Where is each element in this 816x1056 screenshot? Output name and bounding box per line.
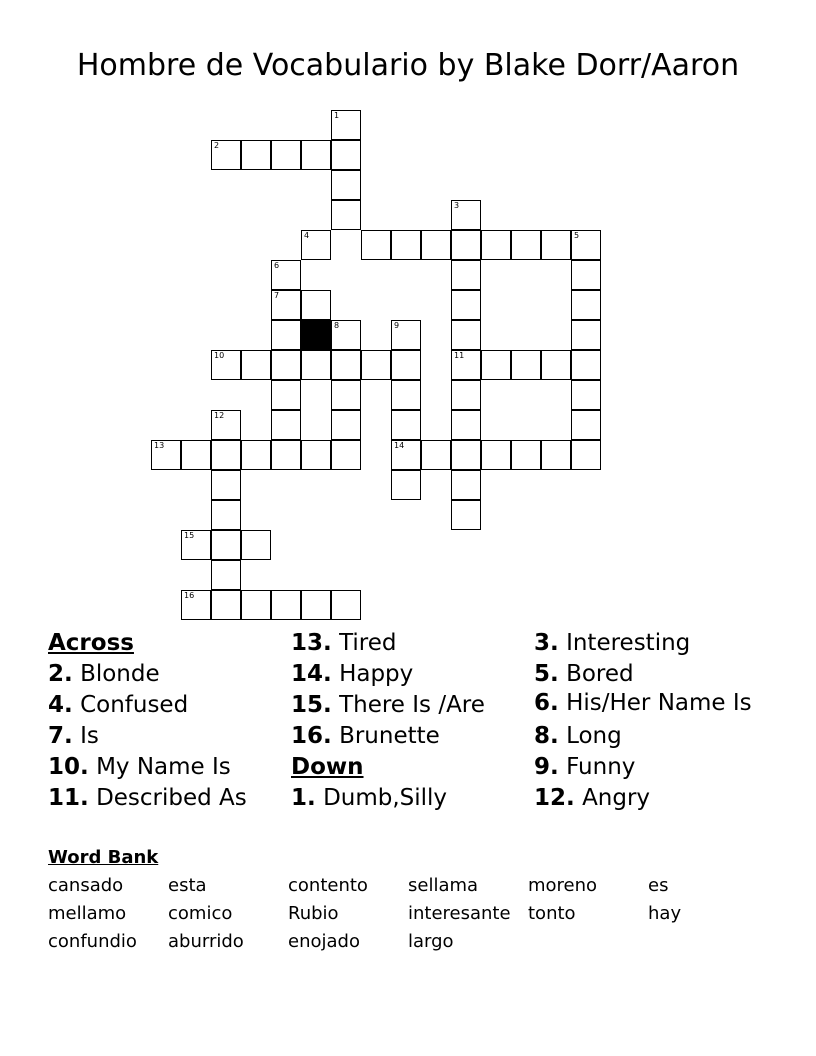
word-bank-word: Rubio [288, 903, 339, 924]
grid-cell[interactable] [271, 440, 301, 470]
grid-cell[interactable] [391, 380, 421, 410]
clue-text: Is [80, 723, 99, 749]
clue-text: Tired [339, 630, 397, 656]
grid-cell[interactable] [301, 350, 331, 380]
grid-cell[interactable] [241, 350, 271, 380]
grid-cell[interactable] [181, 530, 211, 560]
grid-cell[interactable] [271, 260, 301, 290]
grid-cell[interactable] [571, 410, 601, 440]
clue-number: 14 [394, 441, 405, 450]
clue-column-2 [291, 628, 531, 814]
grid-cell[interactable] [511, 350, 541, 380]
grid-cell[interactable] [241, 140, 271, 170]
grid-cell[interactable] [451, 200, 481, 230]
clue-column-3 [534, 628, 774, 814]
grid-cell[interactable] [571, 230, 601, 260]
clue-item [48, 783, 288, 814]
grid-cell[interactable] [541, 350, 571, 380]
clue-text: Blonde [80, 661, 160, 687]
clue-number: 6 [274, 261, 280, 270]
grid-cell[interactable] [451, 440, 481, 470]
word-bank-word: cansado [48, 875, 124, 896]
clue-text: Interesting [566, 630, 691, 656]
grid-cell[interactable] [511, 440, 541, 470]
clue-number-label: 12. [534, 785, 575, 811]
word-bank [48, 846, 768, 956]
word-bank-word: esta [168, 875, 207, 896]
clue-text: My Name Is [96, 754, 231, 780]
clue-text: Confused [80, 692, 189, 718]
word-bank-word: enojado [288, 931, 360, 952]
grid-cell[interactable] [331, 110, 361, 140]
grid-cell[interactable] [271, 410, 301, 440]
grid-cell[interactable] [511, 230, 541, 260]
clue-number-label: 16. [291, 723, 332, 749]
grid-cell[interactable] [481, 350, 511, 380]
clue-item [291, 690, 531, 721]
across-heading: Across [48, 630, 134, 656]
grid-cell[interactable] [451, 230, 481, 260]
clue-number: 9 [394, 321, 400, 330]
clue-number: 7 [274, 291, 280, 300]
word-bank-word: confundio [48, 931, 137, 952]
clue-text: His/Her Name Is [566, 690, 752, 716]
clue-number: 3 [454, 201, 460, 210]
clue-text: Happy [339, 661, 414, 687]
grid-cell[interactable] [391, 440, 421, 470]
clue-text: Dumb,Silly [323, 785, 448, 811]
clue-number: 5 [574, 231, 580, 240]
grid-cell[interactable] [421, 440, 451, 470]
clue-item [48, 752, 288, 783]
grid-cell[interactable] [391, 320, 421, 350]
grid-cell[interactable] [211, 140, 241, 170]
word-bank-word: sellama [408, 875, 479, 896]
grid-cell[interactable] [541, 230, 571, 260]
grid-cell[interactable] [271, 290, 301, 320]
clue-text: Brunette [339, 723, 440, 749]
grid-cell[interactable] [331, 440, 361, 470]
grid-cell[interactable] [181, 440, 211, 470]
grid-cell[interactable] [241, 530, 271, 560]
word-bank-word: contento [288, 875, 368, 896]
black-square [301, 320, 331, 350]
clue-item [534, 690, 774, 721]
grid-cell[interactable] [181, 590, 211, 620]
word-bank-word: tonto [528, 903, 576, 924]
grid-cell[interactable] [331, 200, 361, 230]
word-bank-word [648, 928, 768, 956]
clue-number: 16 [184, 591, 195, 600]
clue-item [534, 721, 774, 752]
grid-cell[interactable] [331, 380, 361, 410]
grid-cell[interactable] [541, 440, 571, 470]
grid-cell[interactable] [571, 440, 601, 470]
clue-text: Described As [96, 785, 247, 811]
grid-cell[interactable] [271, 380, 301, 410]
clue-item [291, 659, 531, 690]
grid-cell[interactable] [571, 380, 601, 410]
clue-item [291, 628, 531, 659]
grid-cell[interactable] [301, 290, 331, 320]
grid-cell[interactable] [211, 530, 241, 560]
grid-cell[interactable] [211, 590, 241, 620]
clue-text: Long [566, 723, 622, 749]
clue-text: Funny [566, 754, 636, 780]
grid-cell[interactable] [571, 320, 601, 350]
grid-cell[interactable] [451, 500, 481, 530]
grid-cell[interactable] [301, 440, 331, 470]
word-bank-word [528, 928, 648, 956]
grid-cell[interactable] [451, 320, 481, 350]
grid-cell[interactable] [331, 350, 361, 380]
grid-cell[interactable] [211, 470, 241, 500]
grid-cell[interactable] [151, 440, 181, 470]
grid-cell[interactable] [331, 140, 361, 170]
clue-number-label: 13. [291, 630, 332, 656]
grid-cell[interactable] [361, 230, 391, 260]
puzzle-title: Hombre de Vocabulario by Blake Dorr/Aaron [76, 48, 740, 83]
clue-number: 12 [214, 411, 225, 420]
clue-item [48, 721, 288, 752]
clue-item [534, 628, 774, 659]
clue-number-label: 7. [48, 723, 73, 749]
clue-number-label: 1. [291, 785, 316, 811]
grid-cell[interactable] [331, 410, 361, 440]
grid-cell[interactable] [241, 440, 271, 470]
grid-cell[interactable] [271, 320, 301, 350]
word-bank-title: Word Bank [48, 847, 159, 868]
clue-item [291, 783, 531, 814]
word-bank-table [48, 872, 768, 956]
grid-cell[interactable] [211, 350, 241, 380]
clue-number: 1 [334, 111, 340, 120]
grid-cell[interactable] [481, 440, 511, 470]
word-bank-word: mellamo [48, 903, 127, 924]
word-bank-word: comico [168, 903, 233, 924]
clue-number-label: 3. [534, 630, 559, 656]
grid-cell[interactable] [301, 140, 331, 170]
clue-item [534, 752, 774, 783]
grid-cell[interactable] [481, 230, 511, 260]
clue-column-1 [48, 628, 288, 814]
clue-item [291, 721, 531, 752]
word-bank-word: es [648, 875, 669, 896]
clue-number: 2 [214, 141, 220, 150]
clue-number-label: 14. [291, 661, 332, 687]
word-bank-word: moreno [528, 875, 598, 896]
clue-number-label: 10. [48, 754, 89, 780]
grid-cell[interactable] [271, 350, 301, 380]
word-bank-word: interesante [408, 903, 511, 924]
clue-number: 8 [334, 321, 340, 330]
grid-cell[interactable] [301, 590, 331, 620]
clue-number-label: 4. [48, 692, 73, 718]
grid-cell[interactable] [331, 170, 361, 200]
word-bank-word: largo [408, 931, 454, 952]
clue-number: 11 [454, 351, 465, 360]
clue-number: 13 [154, 441, 165, 450]
grid-cell[interactable] [571, 290, 601, 320]
grid-cell[interactable] [391, 410, 421, 440]
clue-text: Angry [582, 785, 651, 811]
grid-cell[interactable] [211, 440, 241, 470]
clue-item [48, 659, 288, 690]
grid-cell[interactable] [571, 350, 601, 380]
grid-cell[interactable] [571, 260, 601, 290]
grid-cell[interactable] [421, 230, 451, 260]
grid-cell[interactable] [451, 410, 481, 440]
grid-cell[interactable] [451, 350, 481, 380]
grid-cell[interactable] [451, 260, 481, 290]
clue-number: 4 [304, 231, 310, 240]
clue-number-label: 11. [48, 785, 89, 811]
clue-text: There Is /Are [339, 692, 485, 718]
clue-number-label: 2. [48, 661, 73, 687]
clue-number-label: 5. [534, 661, 559, 687]
clue-item [534, 659, 774, 690]
grid-cell[interactable] [271, 590, 301, 620]
grid-cell[interactable] [211, 410, 241, 440]
grid-cell[interactable] [211, 500, 241, 530]
clue-item [48, 690, 288, 721]
grid-cell[interactable] [331, 590, 361, 620]
grid-cell[interactable] [391, 350, 421, 380]
grid-cell[interactable] [211, 560, 241, 590]
grid-cell[interactable] [451, 470, 481, 500]
clue-item [534, 783, 774, 814]
clue-text: Bored [566, 661, 634, 687]
grid-cell[interactable] [241, 590, 271, 620]
clue-number: 15 [184, 531, 195, 540]
clue-number-label: 8. [534, 723, 559, 749]
clue-number-label: 15. [291, 692, 332, 718]
clue-number: 10 [214, 351, 225, 360]
clue-number-label: 6. [534, 690, 559, 716]
word-bank-word: hay [648, 903, 682, 924]
grid-cell[interactable] [301, 230, 331, 260]
word-bank-word: aburrido [168, 931, 244, 952]
grid-cell[interactable] [451, 290, 481, 320]
grid-cell[interactable] [331, 320, 361, 350]
grid-cell[interactable] [391, 470, 421, 500]
down-heading: Down [291, 754, 364, 780]
clue-number-label: 9. [534, 754, 559, 780]
grid-cell[interactable] [271, 140, 301, 170]
grid-cell[interactable] [391, 230, 421, 260]
grid-cell[interactable] [451, 380, 481, 410]
grid-cell[interactable] [361, 350, 391, 380]
